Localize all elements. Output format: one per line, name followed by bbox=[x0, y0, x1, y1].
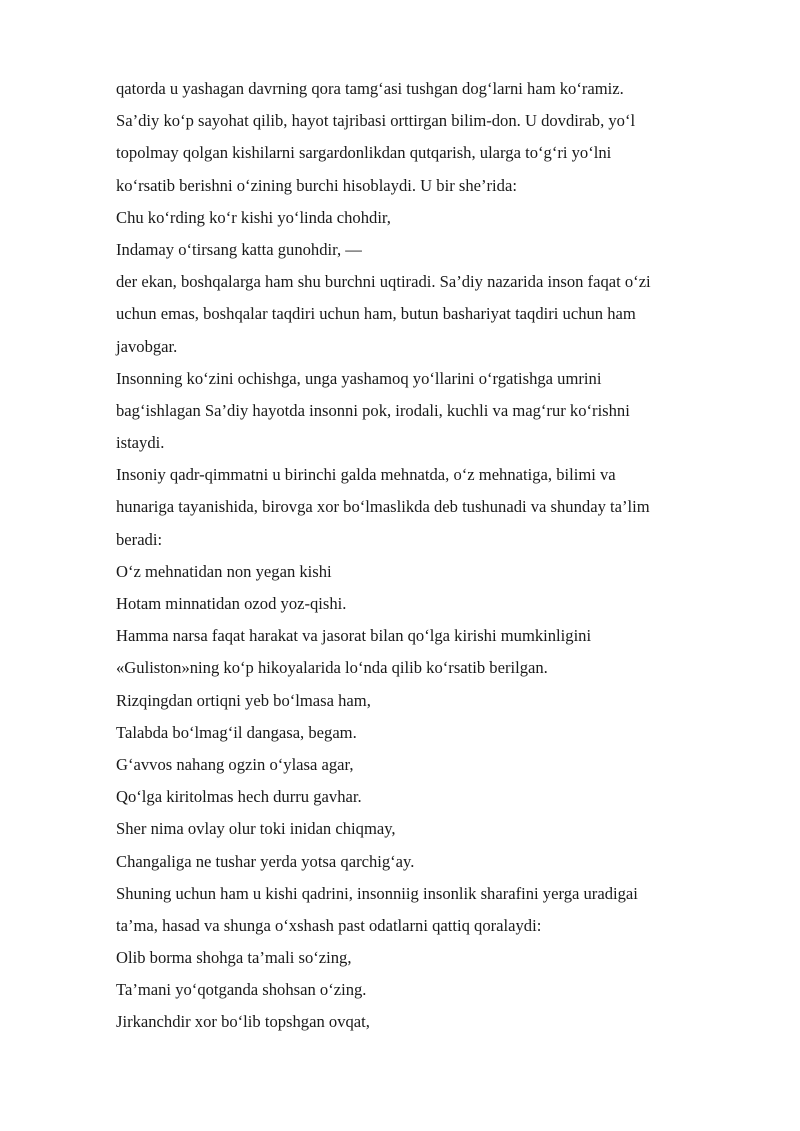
text-line: topolmay qolgan kishilarni sargardonlikdan qutqarish, ularga to‘g‘ri yo‘lni bbox=[116, 143, 612, 163]
text-line: Insonning ko‘zini ochishga, unga yashamoq yo‘llarini o‘rgatishga umrini bbox=[116, 368, 602, 388]
text-line: Sa’diy ko‘p sayohat qilib, hayot tajribasi orttirgan bilim-don. U dovdirab, yo‘l bbox=[116, 111, 636, 131]
verse-line: Qo‘lga kiritolmas hech durru gavhar. bbox=[116, 787, 362, 807]
verse-line: Talabda bo‘lmag‘il dangasa, begam. bbox=[116, 722, 357, 742]
verse-line: Jirkanchdir xor bo‘lib topshgan ovqat, bbox=[116, 1012, 370, 1032]
verse-line: Olib borma shohga ta’mali so‘zing, bbox=[116, 948, 352, 968]
text-line: qatorda u yashagan davrning qora tamg‘asi tushgan dog‘larni ham ko‘ramiz. bbox=[116, 79, 624, 98]
text-line: istaydi. bbox=[116, 433, 165, 453]
text-line: bag‘ishlagan Sa’diy hayotda insonni pok, irodali, kuchli va mag‘rur ko‘rishni bbox=[116, 400, 630, 420]
text-line: Insoniy qadr-qimmatni u birinchi galda mehnatda, o‘z mehnatiga, bilimi va bbox=[116, 465, 616, 485]
text-line: ta’ma, hasad va shunga o‘xshash past odatlarni qattiq qoralaydi: bbox=[116, 915, 542, 935]
text-line: Shuning uchun ham u kishi qadrini, insonniig insonlik sharafini yerga uradigai bbox=[116, 883, 638, 903]
verse-line: O‘z mehnatidan non yegan kishi bbox=[116, 561, 332, 581]
text-line: Hamma narsa faqat harakat va jasorat bilan qo‘lga kirishi mumkinligini bbox=[116, 626, 592, 646]
text-body bbox=[116, 73, 726, 1039]
verse-line: Changaliga ne tushar yerda yotsa qarchig‘ay. bbox=[116, 851, 415, 871]
text-line: «Guliston»ning ko‘p hikoyalarida lo‘nda qilib ko‘rsatib berilgan. bbox=[116, 658, 548, 678]
verse-line: Hotam minnatidan ozod yoz-qishi. bbox=[116, 594, 347, 613]
verse-line: Rizqingdan ortiqni yeb bo‘lmasa ham, bbox=[116, 690, 371, 710]
text-line: der ekan, boshqalarga ham shu burchni uqtiradi. Sa’diy nazarida inson faqat o‘zi bbox=[116, 272, 651, 292]
verse-line: G‘avvos nahang ogzin o‘ylasa agar, bbox=[116, 754, 354, 774]
text-line: beradi: bbox=[116, 529, 163, 549]
verse-line: Chu ko‘rding ko‘r kishi yo‘linda chohdir, bbox=[116, 207, 391, 227]
text-line: ko‘rsatib berishni o‘zining burchi hisoblaydi. U bir she’rida: bbox=[116, 175, 517, 195]
text-line: javobgar. bbox=[116, 336, 178, 356]
text-line: hunariga tayanishida, birovga xor bo‘lmaslikda deb tushunadi va shunday ta’lim bbox=[116, 497, 650, 517]
verse-line: Sher nima ovlay olur toki inidan chiqmay, bbox=[116, 819, 396, 839]
verse-line: Ta’mani yo‘qotganda shohsan o‘zing. bbox=[116, 980, 367, 1000]
text-line: uchun emas, boshqalar taqdiri uchun ham, butun bashariyat taqdiri uchun ham bbox=[116, 304, 636, 324]
verse-line: Indamay o‘tirsang katta gunohdir, — bbox=[116, 239, 362, 259]
